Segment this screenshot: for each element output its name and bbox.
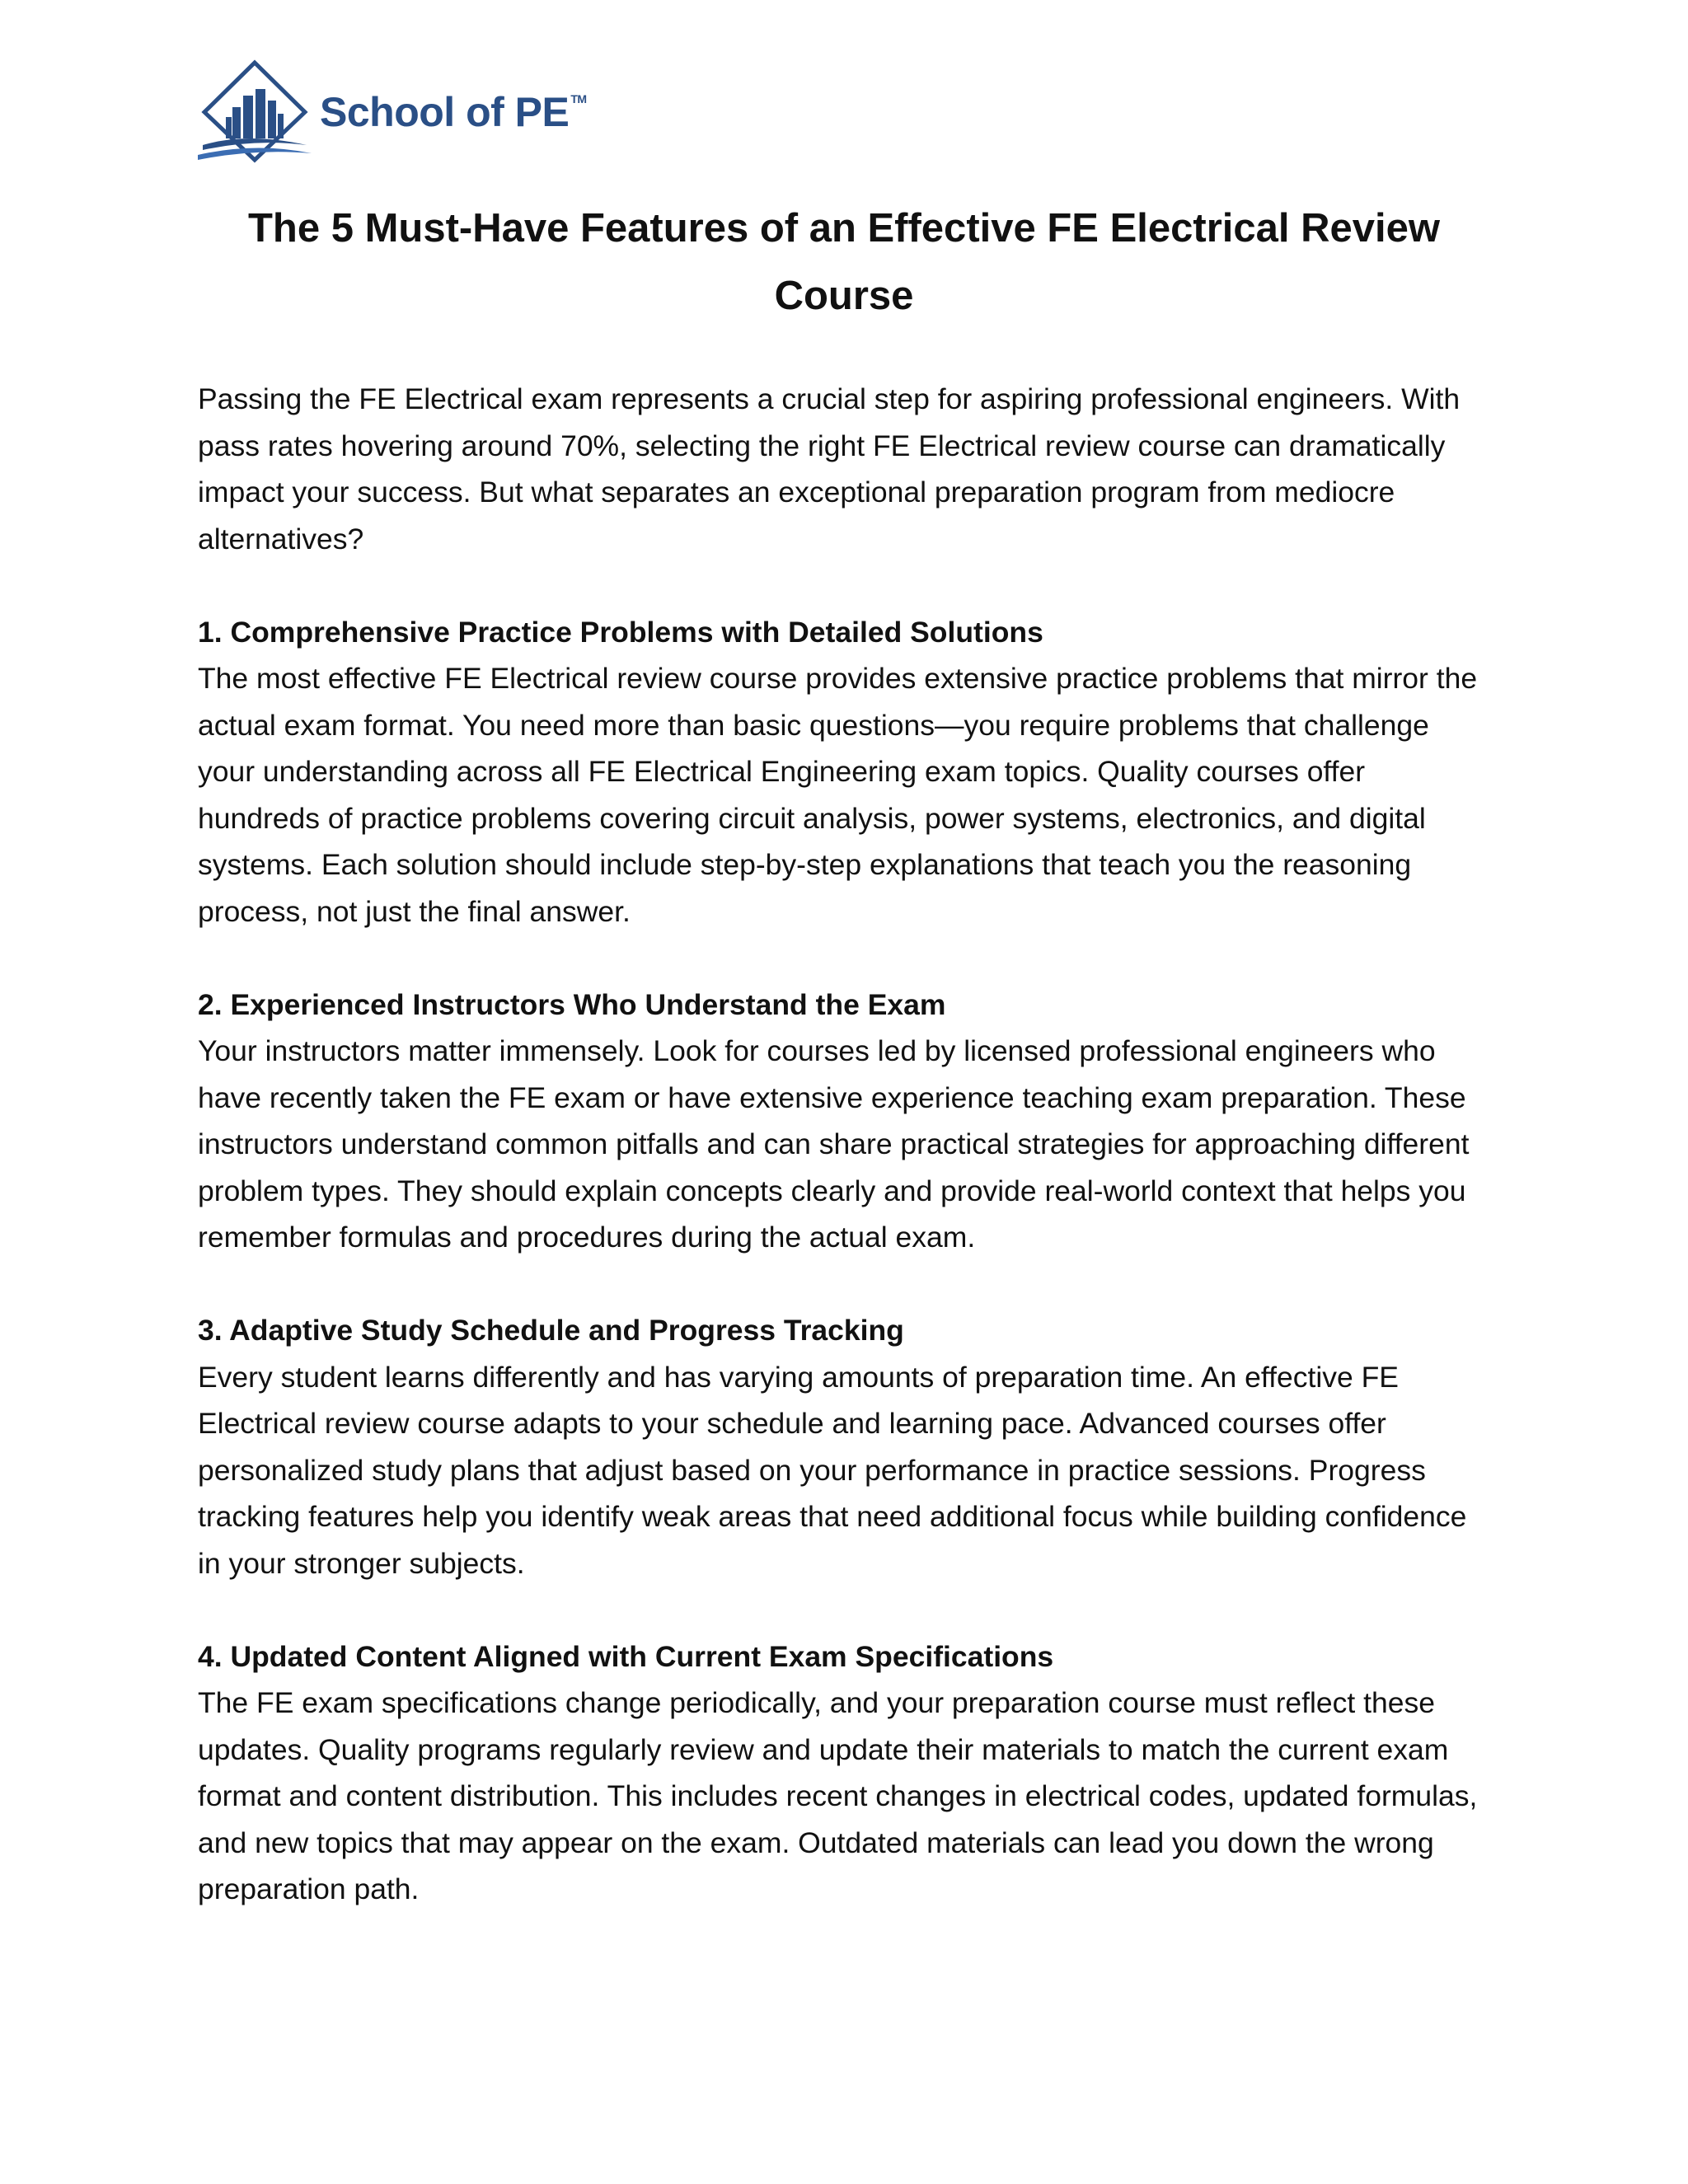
section-3 — [198, 1307, 1484, 1586]
section-body: The FE exam specifications change periodically, and your preparation course must reflect these updates. Quality programs regularly review and update their materials to match the current exam format and content distribution. This includes recent changes in electrical codes, updated formulas, and new topics that may appear on the exam. Outdated materials can lead you down the wrong preparation path. — [198, 1686, 1478, 1905]
section-body: Every student learns differently and has varying amounts of preparation time. An effective FE Electrical review course adapts to your schedule and learning pace. Advanced courses offer personalized study plans that adjust based on your performance in practice sessions. Progress tracking features help you identify weak areas that need additional focus while building confidence in your stronger subjects. — [198, 1360, 1467, 1580]
building-logo-icon — [198, 59, 312, 168]
section-2 — [198, 982, 1484, 1261]
intro-paragraph: Passing the FE Electrical exam represents a crucial step for aspiring professional engineers. With pass rates hovering around 70%, selecting the right FE Electrical review course can dramatically impact your success. But what separates an exceptional preparation program from mediocre alternatives? — [198, 382, 1461, 555]
section-heading: 4. Updated Content Aligned with Current Exam Specifications — [198, 1639, 1054, 1673]
document-title: The 5 Must-Have Features of an Effective FE Electrical Review Course — [247, 206, 1440, 318]
trademark-mark: TM — [570, 92, 587, 105]
section-body: Your instructors matter immensely. Look for courses led by licensed professional engineers who have recently taken the FE exam or have extensive experience teaching exam preparation. These instructors understand common pitfalls and can share practical strategies for approaching different problem types. They should explain concepts clearly and provide real-world context that helps you remember formulas and procedures during the actual exam. — [198, 1034, 1470, 1254]
section-heading: 2. Experienced Instructors Who Understand the Exam — [198, 987, 946, 1021]
document-body — [198, 376, 1484, 1959]
section-body: The most effective FE Electrical review course provides extensive practice problems that mirror the actual exam format. You need more than basic questions—you require problems that challenge your understanding across all FE Electrical Engineering exam topics. Quality courses offer hundreds of practice problems covering circuit analysis, power systems, electronics, and digital systems. Each solution should include step-by-step explanations that teach you the reasoning process, not just the final answer. — [198, 662, 1478, 928]
brand-name: School of PE ™ — [320, 89, 587, 135]
section-1 — [198, 609, 1484, 935]
brand-logo — [198, 59, 587, 168]
section-4 — [198, 1633, 1484, 1913]
section-heading: 3. Adaptive Study Schedule and Progress Tracking — [198, 1314, 904, 1347]
section-heading: 1. Comprehensive Practice Problems with Detailed Solutions — [198, 615, 1043, 649]
